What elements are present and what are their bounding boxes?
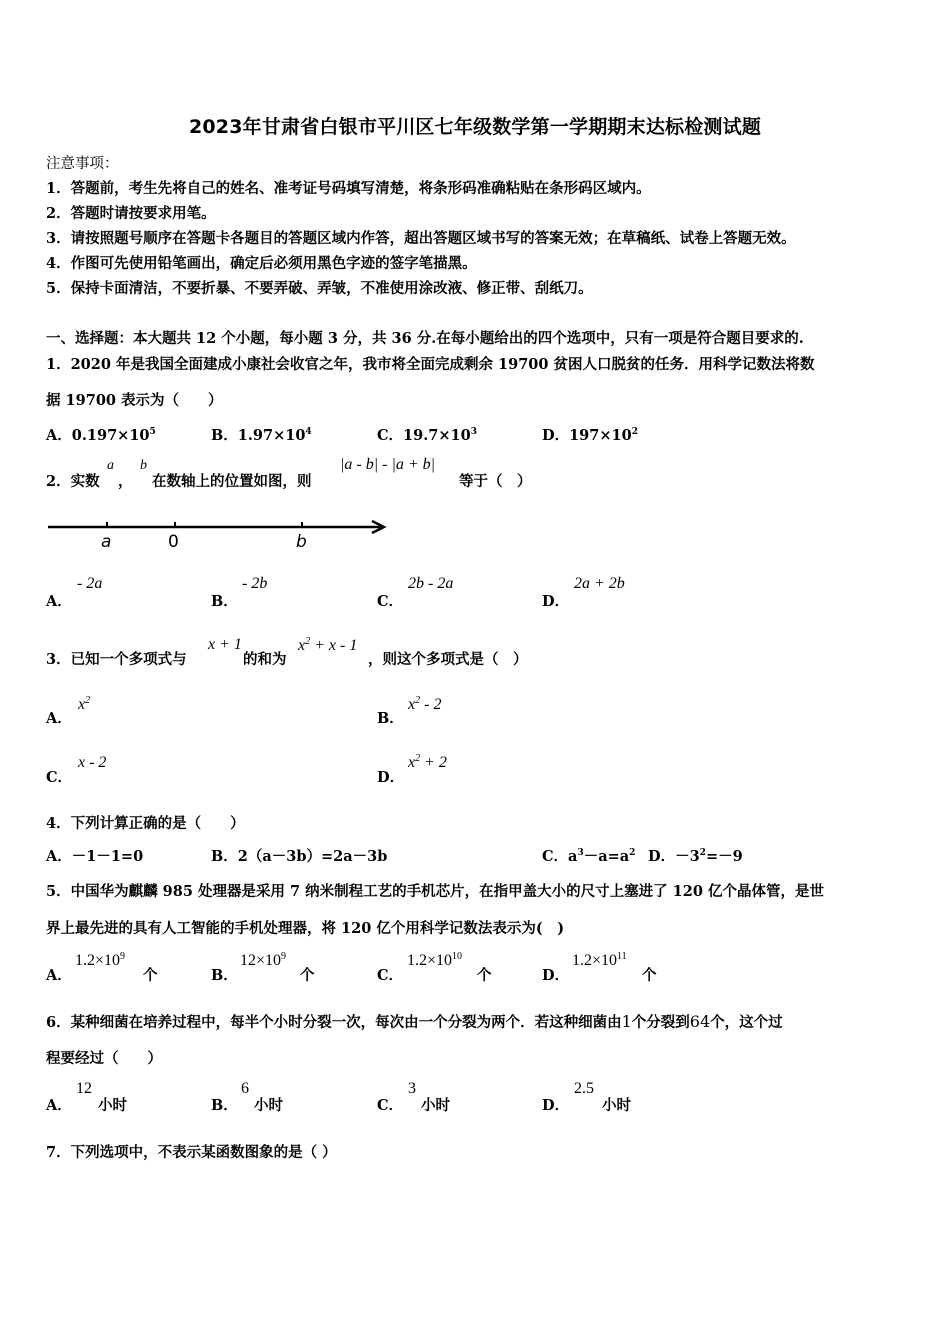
q7-stem: 7．下列选项中，不表示某函数图象的是（ ）: [46, 1144, 337, 1161]
q1-stem-line1: 1．2020 年是我国全面建成小康社会收官之年，我市将全面完成剩余 19700 贫困人口脱贫的任务．用科学记数法将数: [46, 356, 815, 373]
q3-option-c-label: C．: [46, 769, 73, 786]
q4-stem: 4．下列计算正确的是（ ）: [46, 815, 245, 832]
q3-option-a-label: A．: [46, 710, 72, 727]
q1-stem-line2: 据 19700 表示为（ ）: [46, 392, 223, 409]
q1-option-d: D．$197\times 10^2$: [542, 427, 638, 444]
q3-stem-mid: 的和为: [243, 651, 287, 668]
q6-stem-line1: 6．某种细菌在培养过程中，每半个小时分裂一次，每次由一个分裂为两个．若这种细菌由1个分裂到64个，这个过: [46, 1012, 783, 1031]
note-item: 4．作图可先使用铅笔画出，确定后必须用黑色字迹的签字笔描黑。: [46, 255, 477, 272]
q2-option-a-expr: - 2a: [77, 575, 103, 592]
q6-option-d-unit: 小时: [602, 1097, 631, 1114]
note-item: 3．请按照题号顺序在答题卡各题目的答题区域内作答，超出答题区域书写的答案无效；在草稿纸、试卷上答题无效。: [46, 230, 796, 247]
q2-var-a: a: [107, 458, 114, 473]
q5-option-d-expr: $1.2\times 10^{11}$: [572, 951, 627, 969]
q3-expr2: $x^2 + x - 1$: [298, 636, 358, 654]
q3-option-c-expr: x - 2: [78, 754, 107, 771]
q2-option-d-label: D．: [542, 593, 570, 610]
q3-expr1: x + 1: [208, 636, 242, 653]
q4-option-d: D．$-3^2=-9$: [648, 848, 743, 865]
q6-option-c-label: C．: [377, 1097, 404, 1114]
note-item: 2．答题时请按要求用笔。: [46, 205, 216, 222]
q3-option-a-expr: $x^2$: [78, 695, 91, 713]
q5-option-d-unit: 个: [642, 967, 657, 984]
q2-stem-suffix: 等于（ ）: [459, 473, 532, 490]
q5-option-c-label: C．: [377, 967, 404, 984]
note-item: 5．保持卡面清洁，不要折暴、不要弄破、弄皱，不准使用涂改液、修正带、刮纸刀。: [46, 280, 593, 297]
q5-stem-line1: 5．中国华为麒麟 985 处理器是采用 7 纳米制程工艺的手机芯片，在指甲盖大小的尺寸上塞进了 120 亿个晶体管，是世: [46, 883, 824, 900]
q6-option-b-value: 6: [241, 1080, 249, 1097]
q5-option-c-expr: $1.2\times 10^{10}$: [407, 951, 463, 969]
q1-option-c: C．$19.7\times 10^3$: [377, 427, 477, 444]
q6-option-c-value: 3: [408, 1080, 416, 1097]
page-title: 2023年甘肃省白银市平川区七年级数学第一学期期末达标检测试题: [188, 116, 762, 138]
q2-option-b-expr: - 2b: [242, 575, 268, 592]
q5-stem-line2: 界上最先进的具有人工智能的手机处理器，将 120 亿个用科学记数法表示为( ): [46, 920, 565, 937]
axis-label-a: a: [101, 532, 112, 552]
q6-stem-line2: 程要经过（ ）: [46, 1050, 162, 1067]
q2-option-b-label: B．: [211, 593, 238, 610]
q5-option-b-expr: $12\times 10^9$: [240, 951, 287, 969]
q5-option-b-unit: 个: [300, 967, 315, 984]
note-item: 1．答题前，考生先将自己的姓名、准考证号码填写清楚，将条形码准确粘贴在条形码区域内。: [46, 180, 651, 197]
q2-stem-mid: 在数轴上的位置如图，则: [152, 473, 312, 490]
q1-option-b: B．$1.97\times 10^4$: [211, 427, 312, 444]
q6-option-a-unit: 小时: [98, 1097, 127, 1114]
q6-option-b-unit: 小时: [254, 1097, 283, 1114]
q5-option-d-label: D．: [542, 967, 570, 984]
q3-option-d-label: D．: [377, 769, 405, 786]
q2-option-a-label: A．: [46, 593, 72, 610]
q6-option-d-label: D．: [542, 1097, 570, 1114]
number-line-figure: [46, 510, 396, 552]
q6-option-a-label: A．: [46, 1097, 72, 1114]
q5-option-a-label: A．: [46, 967, 72, 984]
q4-option-a: A．－1－1=0: [46, 848, 144, 865]
q4-option-b: B．2（a－3b）=2a－3b: [211, 848, 388, 865]
q2-comma: ，: [118, 473, 133, 490]
q3-option-b-expr: $x^2 - 2$: [408, 695, 442, 713]
q2-expression: |a - b| - |a + b|: [340, 456, 436, 473]
q6-option-c-unit: 小时: [421, 1097, 450, 1114]
q5-option-a-unit: 个: [143, 967, 158, 984]
q3-stem-suffix: ，则这个多项式是（ ）: [368, 651, 528, 668]
axis-label-zero: 0: [168, 532, 179, 552]
axis-label-b: b: [296, 532, 307, 552]
q4-option-c: C．$a^3-a=a^2$: [542, 848, 636, 865]
q1-option-a: A．$0.197\times 10^5$: [46, 427, 156, 444]
section-heading: 一、选择题：本大题共 12 个小题，每小题 3 分，共 36 分.在每小题给出的四个选项中，只有一项是符合题目要求的.: [46, 330, 804, 347]
q5-option-a-expr: $1.2\times 10^9$: [75, 951, 126, 969]
q3-stem-prefix: 3．已知一个多项式与: [46, 651, 187, 668]
q6-option-a-value: 12: [76, 1080, 92, 1097]
q5-option-c-unit: 个: [477, 967, 492, 984]
q2-stem-prefix: 2．实数: [46, 473, 100, 490]
q6-option-b-label: B．: [211, 1097, 238, 1114]
q6-option-d-value: 2.5: [574, 1080, 594, 1097]
q3-option-b-label: B．: [377, 710, 404, 727]
q2-var-b: b: [140, 458, 147, 473]
q2-option-c-expr: 2b - 2a: [408, 575, 454, 592]
q2-option-d-expr: 2a + 2b: [574, 575, 625, 592]
q3-option-d-expr: $x^2 + 2$: [408, 753, 447, 771]
q2-option-c-label: C．: [377, 593, 404, 610]
q5-option-b-label: B．: [211, 967, 238, 984]
notes-heading: 注意事项：: [46, 156, 119, 172]
